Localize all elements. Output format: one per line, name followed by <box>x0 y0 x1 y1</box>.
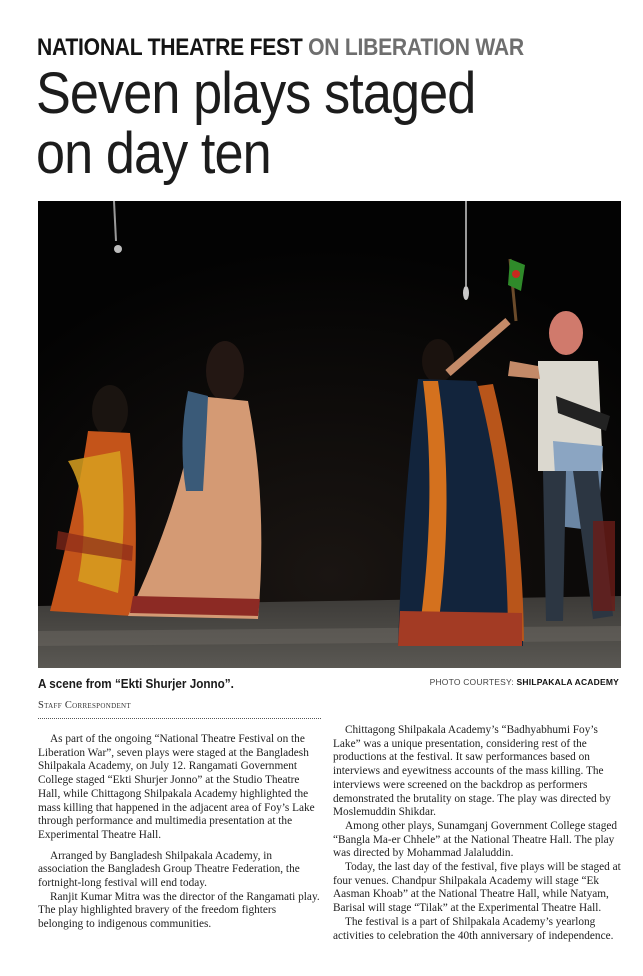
stage-scene-illustration <box>38 201 621 668</box>
article-paragraph: Among other plays, Sunamganj Government College staged “Bangla Ma-er Chhele” at the National Theatre Hall. The play was directed by Mohammad Jalaluddin. <box>333 819 618 860</box>
byline-divider <box>38 718 321 719</box>
photo-credit <box>430 677 619 687</box>
article-column-2 <box>333 724 621 943</box>
photo-credit-label: PHOTO COURTESY: <box>429 677 514 687</box>
headline-line-1: Seven plays staged <box>36 61 476 126</box>
article-paragraph: Today, the last day of the festival, five plays will be staged at four venues. Chandpur Shilpakala Academy will stage “Ek Aasman Khoab” at the National Theatre Hall, while Natyam, Barisal will stage “Tilak” at the Experimental Theatre Hall. <box>333 861 621 915</box>
article-paragraph: Arranged by Bangladesh Shilpakala Academy, in association the Bangladesh Group Theatre Federation, the fortnight-long festival will end today. <box>38 849 300 890</box>
article-paragraph: Ranjit Kumar Mitra was the director of the Rangamati play. The play highlighted bravery of the freedom fighters belonging to indigenous communities. <box>38 890 320 931</box>
kicker-primary: NATIONAL THEATRE FEST <box>37 34 303 61</box>
kicker-secondary: ON LIBERATION WAR <box>308 34 524 61</box>
headline-line-2: on day ten <box>36 121 271 186</box>
article-paragraph: The festival is a part of Shilpakala Academy’s yearlong activities to celebration the 40th anniversary of independence. <box>333 915 614 942</box>
article-paragraph: As part of the ongoing “National Theatre Festival on the Liberation War”, seven plays were staged at the Bangladesh Shilpakala Academy, on July 12. Rangamati Government College staged “Ekti Shurjer Jonno” at the Studio Theatre Hall, while Chittagong Shilpakala Academy highlighted the mass killing that happened in the adjacent area of Foy’s Lake through performance and multimedia presentation at the Experimental Theatre Hall. <box>38 733 315 841</box>
article-column-1 <box>38 733 321 932</box>
section-kicker <box>37 34 524 62</box>
photo-caption: A scene from “Ekti Shurjer Jonno”. <box>38 676 234 691</box>
article-paragraph: Chittagong Shilpakala Academy’s “Badhyabhumi Foy’s Lake” was a unique presentation, considering rest of the productions at the festival. It saw performances based on interviews and eyewitness accounts of the mass killing. The interviews were screened on the backdrop as performers demonstrated the brutality on stage. The play was directed by Moslemuddin Shikdar. <box>333 724 611 819</box>
stage-photo <box>38 201 621 668</box>
photo-credit-source: SHILPAKALA ACADEMY <box>516 677 619 687</box>
headline <box>36 61 476 186</box>
byline: Staff Correspondent <box>38 700 131 711</box>
